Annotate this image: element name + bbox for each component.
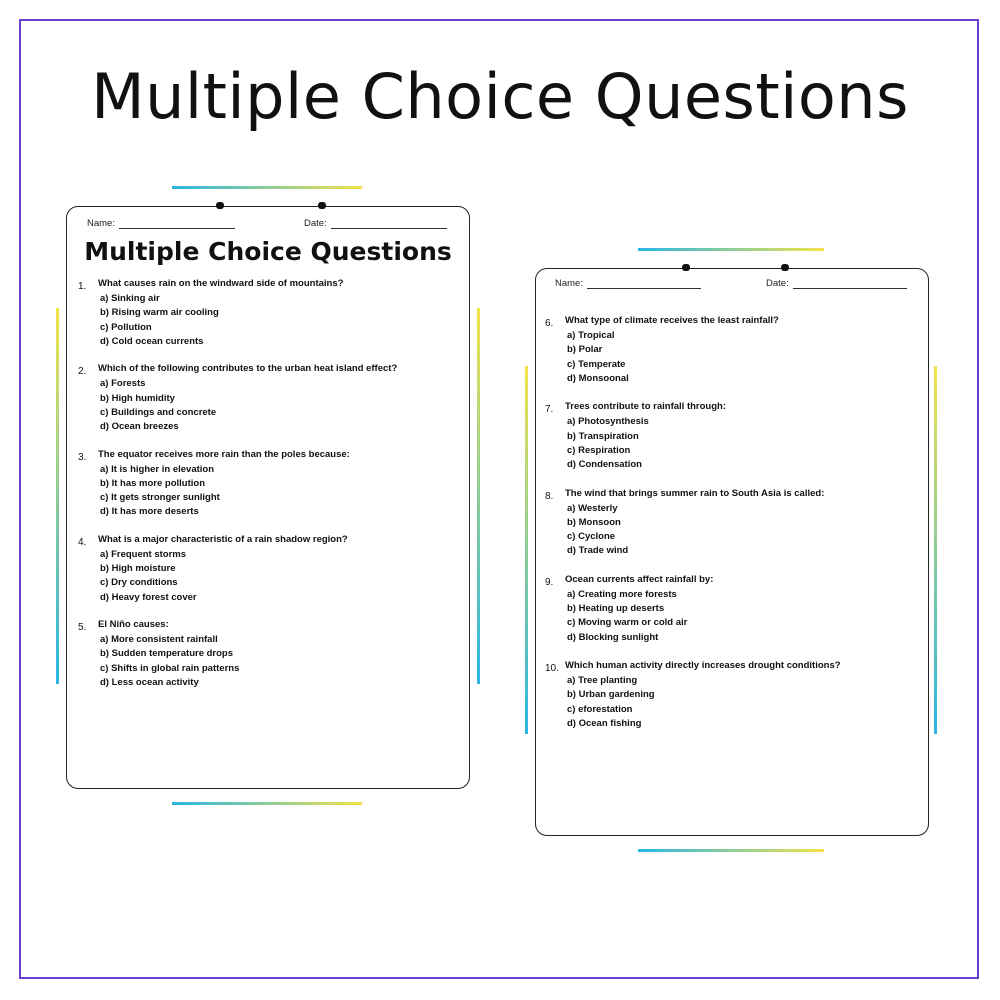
accent-line-top-left bbox=[172, 186, 362, 189]
accent-line-left-outer bbox=[56, 308, 59, 684]
answer-option[interactable]: c) Shifts in global rain patterns bbox=[100, 662, 240, 674]
answer-option[interactable]: c) Cyclone bbox=[567, 531, 616, 543]
answer-option[interactable]: b) It has more pollution bbox=[100, 477, 206, 489]
question-text: What is a major characteristic of a rain shadow region? bbox=[98, 533, 348, 545]
question-number: 8. bbox=[545, 490, 554, 502]
answer-option[interactable]: a) Creating more forests bbox=[567, 588, 677, 600]
answer-option[interactable]: a) Frequent storms bbox=[100, 548, 187, 560]
accent-line-right-outer bbox=[934, 366, 937, 734]
answer-option[interactable]: d) It has more deserts bbox=[100, 506, 199, 518]
question-number: 10. bbox=[545, 663, 559, 675]
answer-option[interactable]: b) High humidity bbox=[100, 392, 175, 404]
date-field bbox=[766, 278, 907, 289]
accent-line-right-inner bbox=[525, 366, 528, 734]
answer-option[interactable]: c) Temperate bbox=[567, 358, 626, 370]
question-number: 3. bbox=[78, 451, 87, 463]
answer-option[interactable]: c) It gets stronger sunlight bbox=[100, 492, 220, 504]
answer-option[interactable]: d) Ocean fishing bbox=[567, 718, 642, 730]
answer-option[interactable]: a) More consistent rainfall bbox=[100, 634, 218, 646]
name-blank bbox=[119, 218, 235, 229]
worksheet-title: Multiple Choice Questions bbox=[84, 237, 452, 266]
answer-option[interactable]: a) Westerly bbox=[567, 502, 618, 514]
answer-option[interactable]: d) Ocean breezes bbox=[100, 421, 179, 433]
binder-ring bbox=[318, 202, 326, 209]
question-number: 7. bbox=[545, 404, 554, 416]
accent-line-bottom-left bbox=[172, 802, 362, 805]
date-blank bbox=[331, 218, 447, 229]
accent-line-left-inner bbox=[477, 308, 480, 684]
answer-option[interactable]: b) Rising warm air cooling bbox=[100, 307, 219, 319]
answer-option[interactable]: b) Transpiration bbox=[567, 430, 639, 442]
question-number: 4. bbox=[78, 536, 87, 548]
accent-line-bottom-right bbox=[638, 849, 824, 852]
worksheet-page-2 bbox=[535, 268, 929, 836]
answer-option[interactable]: d) Condensation bbox=[567, 459, 642, 471]
answer-option[interactable]: b) High moisture bbox=[100, 563, 176, 575]
question-text: Which of the following contributes to the urban heat island effect? bbox=[98, 363, 398, 375]
answer-option[interactable]: c) eforestation bbox=[567, 703, 633, 715]
answer-option[interactable]: b) Monsoon bbox=[567, 516, 621, 528]
answer-option[interactable]: a) Forests bbox=[100, 378, 146, 390]
name-field bbox=[555, 278, 701, 289]
question-text: Ocean currents affect rainfall by: bbox=[565, 573, 714, 585]
answer-option[interactable]: d) Less ocean activity bbox=[100, 677, 199, 689]
answer-option[interactable]: d) Trade wind bbox=[567, 545, 629, 557]
date-blank bbox=[793, 278, 907, 289]
answer-option[interactable]: c) Buildings and concrete bbox=[100, 406, 217, 418]
answer-option[interactable]: c) Dry conditions bbox=[100, 577, 178, 589]
answer-option[interactable]: b) Sudden temperature drops bbox=[100, 648, 234, 660]
answer-option[interactable]: d) Heavy forest cover bbox=[100, 591, 197, 603]
answer-option[interactable]: d) Monsoonal bbox=[567, 372, 629, 384]
name-field bbox=[87, 218, 235, 229]
binder-ring bbox=[216, 202, 224, 209]
binder-ring bbox=[781, 264, 789, 271]
answer-option[interactable]: d) Cold ocean currents bbox=[100, 335, 204, 347]
answer-option[interactable]: d) Blocking sunlight bbox=[567, 631, 659, 643]
answer-option[interactable]: a) Photosynthesis bbox=[567, 416, 649, 428]
question-number: 9. bbox=[545, 576, 554, 588]
date-label: Date: bbox=[304, 218, 327, 229]
name-label: Name: bbox=[87, 218, 115, 229]
worksheet-page-1 bbox=[66, 206, 470, 789]
answer-option[interactable]: b) Heating up deserts bbox=[567, 603, 665, 615]
answer-option[interactable]: a) It is higher in elevation bbox=[100, 463, 215, 475]
date-field bbox=[304, 218, 447, 229]
question-text: The equator receives more rain than the poles because: bbox=[98, 448, 350, 460]
question-number: 5. bbox=[78, 622, 87, 634]
answer-option[interactable]: c) Respiration bbox=[567, 444, 631, 456]
question-number: 2. bbox=[78, 366, 87, 378]
name-blank bbox=[587, 278, 701, 289]
answer-option[interactable]: b) Polar bbox=[567, 344, 603, 356]
question-text: What causes rain on the windward side of mountains? bbox=[98, 278, 344, 289]
binder-ring bbox=[682, 264, 690, 271]
date-label: Date: bbox=[766, 278, 789, 289]
answer-option[interactable]: c) Pollution bbox=[100, 321, 152, 333]
question-text: Which human activity directly increases drought conditions? bbox=[565, 660, 841, 672]
answer-option[interactable]: a) Tropical bbox=[567, 330, 615, 341]
question-text: Trees contribute to rainfall through: bbox=[565, 401, 726, 413]
question-text: What type of climate receives the least rainfall? bbox=[565, 315, 779, 326]
answer-option[interactable]: a) Tree planting bbox=[567, 675, 638, 687]
answer-option[interactable]: c) Moving warm or cold air bbox=[567, 617, 688, 629]
question-number: 6. bbox=[545, 318, 554, 329]
question-text: El Niño causes: bbox=[98, 619, 169, 631]
question-text: The wind that brings summer rain to South Asia is called: bbox=[565, 487, 825, 499]
page-title: Multiple Choice Questions bbox=[91, 60, 909, 133]
answer-option[interactable]: b) Urban gardening bbox=[567, 689, 655, 701]
question-number: 1. bbox=[78, 281, 87, 292]
name-label: Name: bbox=[555, 278, 583, 289]
answer-option[interactable]: a) Sinking air bbox=[100, 293, 160, 304]
accent-line-top-right bbox=[638, 248, 824, 251]
